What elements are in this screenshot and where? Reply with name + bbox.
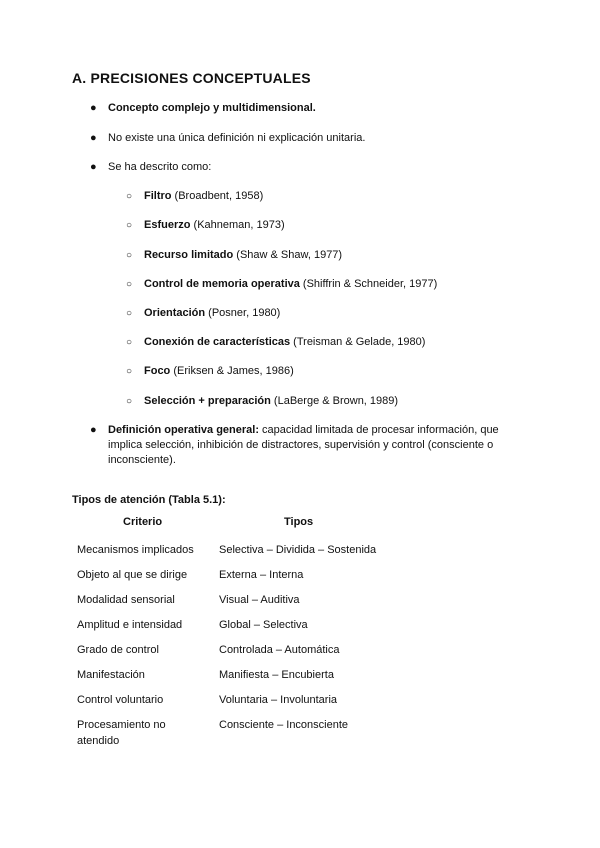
bullet-bold-text: Concepto complejo y multidimensional. (108, 102, 316, 114)
sub-bullet-bold-text: Selección + preparación (144, 395, 271, 407)
table-cell-criterio: Grado de control (77, 644, 159, 656)
sub-bullet-bold-text: Filtro (144, 190, 172, 202)
table-cell-tipos: Manifiesta – Encubierta (219, 669, 334, 681)
sub-bullet-text: (LaBerge & Brown, 1989) (270, 395, 399, 407)
table-cell-tipos: Selectiva – Dividida – Sostenida (219, 544, 377, 556)
definition-bullet (90, 423, 508, 468)
bullet-item (90, 131, 528, 146)
bullet-dot-icon: ● (90, 102, 97, 114)
circle-bullet-icon: ○ (126, 337, 133, 348)
table-cell-tipos: Visual – Auditiva (219, 594, 300, 606)
definition-text: capacidad limitada de procesar información, que implica selección, inhibición de distractores, supervisión y control (consciente o inconsciente). (108, 424, 499, 466)
table-cell-tipos: Controlada – Automática (219, 644, 340, 656)
sub-bullet-item (126, 335, 524, 350)
sub-bullet-text: (Shaw & Shaw, 1977) (233, 249, 343, 261)
circle-bullet-icon: ○ (126, 220, 133, 231)
table-cell-tipos: Voluntaria – Involuntaria (219, 694, 338, 706)
sub-bullet-bold-text: Orientación (144, 307, 206, 319)
sub-bullet-item (126, 306, 524, 321)
table-cell-tipos: Consciente – Inconsciente (219, 719, 349, 731)
sub-bullet-bold-text: Foco (144, 365, 171, 377)
sub-bullet-text: (Treisman & Gelade, 1980) (290, 336, 426, 348)
table-header-criterio: Criterio (123, 516, 163, 528)
circle-bullet-icon: ○ (126, 308, 133, 319)
sub-bullet-text: (Shiffrin & Schneider, 1977) (299, 278, 438, 290)
table-cell-criterio: Procesamiento no atendido (77, 719, 166, 747)
circle-bullet-icon: ○ (126, 250, 133, 261)
bullet-dot-icon: ● (90, 424, 97, 436)
circle-bullet-icon: ○ (126, 191, 133, 202)
circle-bullet-icon: ○ (126, 366, 133, 377)
table-cell-criterio: Objeto al que se dirige (77, 569, 188, 581)
table-cell-tipos: Global – Selectiva (219, 619, 308, 631)
table-cell-criterio: Control voluntario (77, 694, 164, 706)
table-header-tipos: Tipos (284, 516, 314, 528)
sub-bullet-bold-text: Recurso limitado (144, 249, 234, 261)
sub-bullet-item (126, 394, 524, 409)
table-title: Tipos de atención (Tabla 5.1): (72, 494, 226, 506)
definition-label: Definición operativa general: (108, 424, 259, 436)
table-cell-criterio: Mecanismos implicados (77, 544, 194, 556)
sub-bullet-item (126, 364, 524, 379)
section-heading: A. PRECISIONES CONCEPTUALES (72, 70, 311, 86)
sub-bullet-item (126, 189, 524, 204)
bullet-item (90, 101, 528, 116)
bullet-text: Se ha descrito como: (108, 161, 212, 173)
table-cell-criterio: Amplitud e intensidad (77, 619, 183, 631)
sub-bullet-bold-text: Control de memoria operativa (144, 278, 300, 290)
bullet-dot-icon: ● (90, 132, 97, 144)
sub-bullet-text: (Broadbent, 1958) (171, 190, 264, 202)
table-cell-criterio: Manifestación (77, 669, 145, 681)
bullet-dot-icon: ● (90, 161, 97, 173)
bullet-item (90, 160, 528, 175)
sub-bullet-text: (Kahneman, 1973) (190, 219, 285, 231)
sub-bullet-text: (Eriksen & James, 1986) (170, 365, 294, 377)
circle-bullet-icon: ○ (126, 396, 133, 407)
sub-bullet-item (126, 218, 524, 233)
circle-bullet-icon: ○ (126, 279, 133, 290)
sub-bullet-bold-text: Esfuerzo (144, 219, 191, 231)
table-cell-tipos: Externa – Interna (219, 569, 304, 581)
sub-bullet-item (126, 248, 524, 263)
table-cell-criterio: Modalidad sensorial (77, 594, 175, 606)
sub-bullet-item (126, 277, 524, 292)
sub-bullet-bold-text: Conexión de características (144, 336, 291, 348)
bullet-text: No existe una única definición ni explicación unitaria. (108, 132, 366, 144)
sub-bullet-text: (Posner, 1980) (205, 307, 281, 319)
